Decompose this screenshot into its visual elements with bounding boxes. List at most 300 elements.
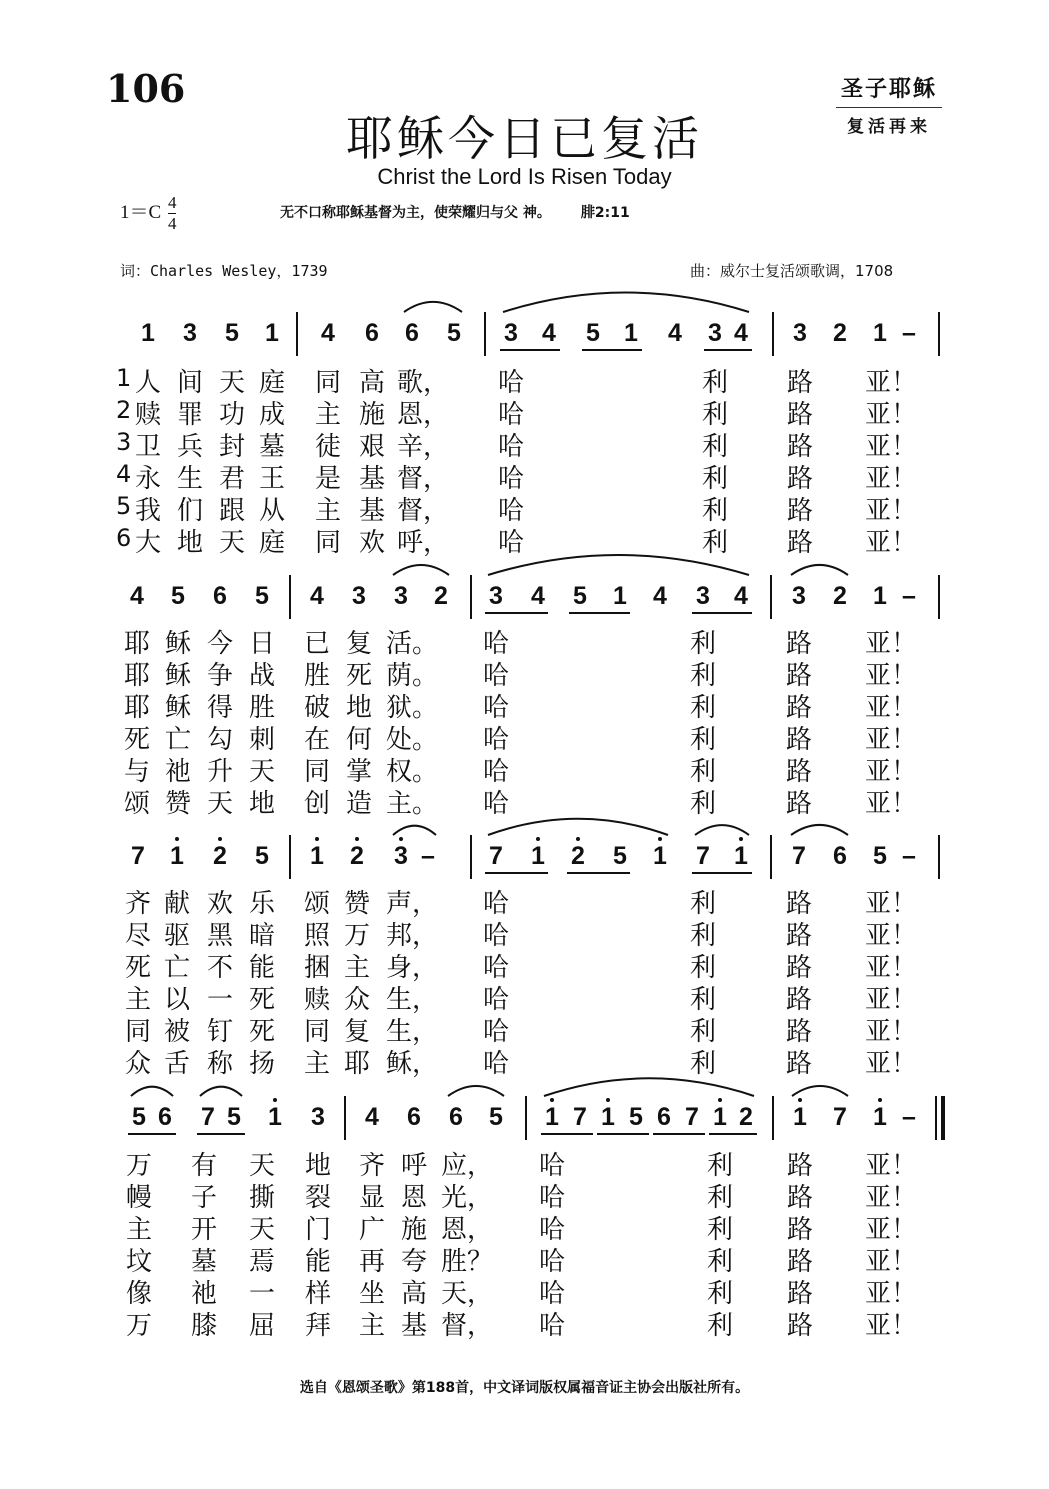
lyric-syllable: 天 bbox=[248, 757, 275, 787]
lyric-syllable: 胜？ bbox=[441, 1247, 494, 1277]
category-sub: 复活再来 bbox=[847, 117, 931, 137]
lyric-syllable: 君 bbox=[218, 464, 245, 494]
note: 1 bbox=[624, 319, 638, 347]
lyric-syllable: 高 bbox=[400, 1279, 427, 1309]
lyric-syllable: 基 bbox=[358, 464, 385, 494]
lyric-syllable: 破 bbox=[303, 693, 330, 723]
note: 5 bbox=[225, 319, 239, 347]
lyric-syllable: 哈 bbox=[482, 921, 509, 951]
lyric-syllable: 争 bbox=[206, 661, 233, 691]
lyric-syllable: 同 bbox=[303, 757, 330, 787]
lyric-syllable: 夸 bbox=[400, 1247, 427, 1277]
lyric-syllable: 亚！ bbox=[865, 1311, 918, 1341]
lyric-syllable: 哈 bbox=[497, 496, 524, 526]
lyric-syllable: 万 bbox=[125, 1151, 152, 1181]
lyric-syllable: 路 bbox=[785, 629, 812, 659]
note: 4 bbox=[734, 319, 748, 347]
note: 3 bbox=[792, 582, 806, 610]
lyric-syllable: 胜 bbox=[248, 693, 275, 723]
lyric-syllable: 哈 bbox=[538, 1215, 565, 1245]
lyric-syllable: 路 bbox=[785, 953, 812, 983]
lyric-syllable: 主 bbox=[125, 1215, 152, 1245]
barline bbox=[772, 1096, 774, 1140]
verse-number: 3 bbox=[116, 428, 132, 456]
lyric-syllable: 主 bbox=[303, 1049, 330, 1079]
slur bbox=[544, 1078, 754, 1096]
note: 5 bbox=[873, 842, 887, 870]
note: 1 bbox=[268, 1103, 282, 1131]
octave-dot-above bbox=[606, 1098, 610, 1102]
lyric-syllable: 利 bbox=[689, 921, 716, 951]
lyric-syllable: 路 bbox=[786, 400, 813, 430]
lyric-syllable: 哈 bbox=[482, 725, 509, 755]
lyric-syllable: 撕 bbox=[248, 1183, 275, 1213]
lyric-syllable: 亚！ bbox=[865, 496, 918, 526]
lyric-syllable: 路 bbox=[785, 789, 812, 819]
lyric-syllable: 亚！ bbox=[865, 1183, 918, 1213]
lyric-syllable: 利 bbox=[706, 1247, 733, 1277]
lyric-syllable: 基 bbox=[358, 496, 385, 526]
lyric-syllable: 哈 bbox=[482, 629, 509, 659]
lyric-syllable: 同 bbox=[124, 1017, 151, 1047]
note: 5 bbox=[629, 1103, 643, 1131]
lyric-syllable: 地 bbox=[345, 693, 372, 723]
lyric-syllable: 利 bbox=[701, 432, 728, 462]
note: 7 bbox=[792, 842, 806, 870]
lyric-syllable: 欢 bbox=[206, 889, 233, 919]
lyric-syllable: 生， bbox=[386, 985, 439, 1015]
lyric-syllable: 像 bbox=[125, 1279, 152, 1309]
lyric-syllable: 恩， bbox=[397, 400, 450, 430]
lyric-syllable: 亚！ bbox=[865, 693, 918, 723]
lyric-syllable: 路 bbox=[785, 661, 812, 691]
note: 2 bbox=[833, 582, 847, 610]
note-dash: – bbox=[902, 842, 916, 870]
lyric-syllable: 称 bbox=[206, 1049, 233, 1079]
lyric-syllable: 钉 bbox=[206, 1017, 233, 1047]
lyric-syllable: 高 bbox=[358, 368, 385, 398]
lyric-syllable: 尽 bbox=[124, 921, 151, 951]
note: 1 bbox=[653, 842, 667, 870]
lyric-syllable: 开 bbox=[190, 1215, 217, 1245]
lyric-syllable: 利 bbox=[689, 757, 716, 787]
lyric-syllable: 路 bbox=[786, 1183, 813, 1213]
lyric-syllable: 利 bbox=[689, 1049, 716, 1079]
note: 1 bbox=[793, 1103, 807, 1131]
lyric-syllable: 哈 bbox=[497, 432, 524, 462]
lyric-syllable: 黑 bbox=[206, 921, 233, 951]
note: 1 bbox=[265, 319, 279, 347]
lyric-syllable: 死 bbox=[248, 985, 275, 1015]
note: 2 bbox=[571, 842, 585, 870]
lyric-syllable: 王 bbox=[258, 464, 285, 494]
lyric-syllable: 路 bbox=[786, 432, 813, 462]
lyric-syllable: 艰 bbox=[358, 432, 385, 462]
lyric-syllable: 督， bbox=[441, 1311, 494, 1341]
lyric-syllable: 一 bbox=[206, 985, 233, 1015]
lyric-syllable: 活。 bbox=[386, 629, 439, 659]
lyric-syllable: 造 bbox=[345, 789, 372, 819]
lyric-syllable: 路 bbox=[786, 1247, 813, 1277]
octave-dot-above bbox=[550, 1098, 554, 1102]
lyric-syllable: 扬 bbox=[248, 1049, 275, 1079]
note: 5 bbox=[132, 1103, 146, 1131]
note: 2 bbox=[213, 842, 227, 870]
verse-number: 6 bbox=[116, 524, 132, 552]
lyric-syllable: 主 bbox=[314, 496, 341, 526]
lyric-syllable: 亚！ bbox=[865, 1279, 918, 1309]
note: 4 bbox=[531, 582, 545, 610]
lyric-syllable: 死 bbox=[124, 953, 151, 983]
note: 3 bbox=[708, 319, 722, 347]
lyric-syllable: 舌 bbox=[163, 1049, 190, 1079]
lyric-syllable: 地 bbox=[304, 1151, 331, 1181]
lyric-syllable: 颂 bbox=[123, 789, 150, 819]
octave-dot-above bbox=[798, 1098, 802, 1102]
note: 1 bbox=[531, 842, 545, 870]
lyric-syllable: 路 bbox=[786, 464, 813, 494]
lyric-syllable: 处。 bbox=[386, 725, 439, 755]
lyric-syllable: 地 bbox=[248, 789, 275, 819]
lyric-syllable: 亚！ bbox=[865, 1017, 918, 1047]
lyric-syllable: 路 bbox=[785, 889, 812, 919]
lyric-syllable: 齐 bbox=[358, 1151, 385, 1181]
lyric-syllable: 哈 bbox=[497, 368, 524, 398]
note: 5 bbox=[586, 319, 600, 347]
lyric-syllable: 同 bbox=[314, 528, 341, 558]
verse-number: 4 bbox=[116, 460, 132, 488]
lyric-syllable: 升 bbox=[206, 757, 233, 787]
final-barline bbox=[941, 1096, 945, 1140]
lyric-syllable: 路 bbox=[786, 1279, 813, 1309]
lyric-syllable: 亚！ bbox=[865, 1247, 918, 1277]
lyric-syllable: 哈 bbox=[482, 953, 509, 983]
lyric-syllable: 人 bbox=[134, 368, 161, 398]
lyric-syllable: 利 bbox=[701, 464, 728, 494]
note: 3 bbox=[504, 319, 518, 347]
lyric-syllable: 利 bbox=[701, 368, 728, 398]
note: 6 bbox=[213, 582, 227, 610]
lyric-syllable: 地 bbox=[176, 528, 203, 558]
beam-underline bbox=[709, 1133, 757, 1135]
lyric-syllable: 我 bbox=[134, 496, 161, 526]
lyric-syllable: 路 bbox=[785, 693, 812, 723]
lyric-syllable: 亚！ bbox=[865, 789, 918, 819]
lyric-syllable: 颂 bbox=[303, 889, 330, 919]
lyric-syllable: 在 bbox=[303, 725, 330, 755]
lyric-syllable: 庭 bbox=[258, 528, 285, 558]
lyric-syllable: 哈 bbox=[538, 1151, 565, 1181]
title-english: Christ the Lord Is Risen Today bbox=[377, 164, 672, 189]
note: 3 bbox=[489, 582, 503, 610]
lyric-syllable: 哈 bbox=[482, 1017, 509, 1047]
lyric-syllable: 耶 bbox=[343, 1049, 370, 1079]
note: 1 bbox=[310, 842, 324, 870]
lyric-syllable: 利 bbox=[689, 1017, 716, 1047]
lyric-syllable: 万 bbox=[343, 921, 370, 951]
note: 6 bbox=[407, 1103, 421, 1131]
category-main: 圣子耶稣 bbox=[836, 72, 942, 108]
lyric-syllable: 罪 bbox=[176, 400, 203, 430]
octave-dot-above bbox=[718, 1098, 722, 1102]
octave-dot-above bbox=[273, 1098, 277, 1102]
lyric-syllable: 复 bbox=[345, 629, 372, 659]
lyric-syllable: 督， bbox=[397, 496, 450, 526]
note: 1 bbox=[613, 582, 627, 610]
lyric-syllable: 路 bbox=[786, 528, 813, 558]
lyric-syllable: 哈 bbox=[482, 661, 509, 691]
note: 5 bbox=[171, 582, 185, 610]
note-dash: – bbox=[902, 319, 916, 347]
verse-number: 5 bbox=[116, 492, 132, 520]
lyric-syllable: 光， bbox=[441, 1183, 494, 1213]
copyright-notice: 选自《恩颂圣歌》第188首，中文译词版权属福音证主协会出版社所有。 bbox=[299, 1380, 750, 1396]
note: 4 bbox=[310, 582, 324, 610]
lyric-syllable: 狱。 bbox=[386, 693, 439, 723]
lyric-syllable: 死 bbox=[123, 725, 150, 755]
note: 1 bbox=[734, 842, 748, 870]
lyric-syllable: 以 bbox=[163, 985, 190, 1015]
note: 7 bbox=[489, 842, 503, 870]
lyric-syllable: 不 bbox=[206, 953, 233, 983]
lyric-syllable: 主 bbox=[124, 985, 151, 1015]
lyric-syllable: 焉 bbox=[248, 1247, 275, 1277]
lyric-syllable: 何 bbox=[345, 725, 372, 755]
lyric-syllable: 死 bbox=[248, 1017, 275, 1047]
lyric-syllable: 创 bbox=[303, 789, 330, 819]
note: 6 bbox=[657, 1103, 671, 1131]
slur bbox=[200, 1087, 242, 1096]
lyric-syllable: 暗 bbox=[248, 921, 275, 951]
final-barline bbox=[935, 1096, 937, 1140]
lyric-syllable: 哈 bbox=[482, 1049, 509, 1079]
lyric-syllable: 利 bbox=[701, 400, 728, 430]
note: 2 bbox=[350, 842, 364, 870]
note: 4 bbox=[653, 582, 667, 610]
lyric-syllable: 赎 bbox=[303, 985, 330, 1015]
octave-dot-above bbox=[878, 1098, 882, 1102]
lyric-syllable: 天 bbox=[218, 368, 245, 398]
lyric-syllable: 呼 bbox=[400, 1151, 427, 1181]
lyric-syllable: 勾 bbox=[206, 725, 233, 755]
note: 1 bbox=[873, 319, 887, 347]
lyricist-credit: 词：Charles Wesley，1739 bbox=[120, 262, 328, 280]
lyric-syllable: 哈 bbox=[482, 757, 509, 787]
lyric-syllable: 歌， bbox=[397, 368, 450, 398]
note: 2 bbox=[434, 582, 448, 610]
lyric-syllable: 亚！ bbox=[865, 1215, 918, 1245]
lyric-syllable: 哈 bbox=[482, 789, 509, 819]
verse-number: 1 bbox=[116, 364, 132, 392]
lyric-syllable: 哈 bbox=[538, 1279, 565, 1309]
lyric-syllable: 路 bbox=[786, 1151, 813, 1181]
lyric-syllable: 已 bbox=[303, 629, 330, 659]
lyric-syllable: 路 bbox=[785, 757, 812, 787]
lyric-syllable: 哈 bbox=[497, 400, 524, 430]
scripture-text: 无不口称耶稣基督为主，使荣耀归与父 神。 bbox=[280, 205, 551, 221]
lyric-syllable: 能 bbox=[304, 1247, 331, 1277]
lyric-syllable: 照 bbox=[303, 921, 330, 951]
lyric-syllable: 亚！ bbox=[865, 400, 918, 430]
time-signature-top: 4 bbox=[167, 193, 177, 212]
note-dash: – bbox=[421, 842, 435, 870]
lyric-syllable: 膝 bbox=[190, 1311, 217, 1341]
note: 6 bbox=[365, 319, 379, 347]
lyric-syllable: 欢 bbox=[358, 528, 385, 558]
note: 7 bbox=[685, 1103, 699, 1131]
lyric-syllable: 稣 bbox=[164, 629, 191, 659]
lyric-syllable: 生， bbox=[386, 1017, 439, 1047]
lyric-syllable: 屈 bbox=[248, 1311, 275, 1341]
note: 6 bbox=[449, 1103, 463, 1131]
lyric-syllable: 路 bbox=[786, 1215, 813, 1245]
lyric-syllable: 子 bbox=[190, 1183, 217, 1213]
note: 7 bbox=[573, 1103, 587, 1131]
note: 3 bbox=[394, 842, 408, 870]
lyric-syllable: 路 bbox=[786, 1311, 813, 1341]
note: 6 bbox=[833, 842, 847, 870]
lyric-syllable: 利 bbox=[689, 693, 716, 723]
lyric-syllable: 齐 bbox=[124, 889, 151, 919]
lyric-syllable: 亚！ bbox=[865, 985, 918, 1015]
lyric-syllable: 亚！ bbox=[865, 1049, 918, 1079]
note: 1 bbox=[873, 582, 887, 610]
lyric-syllable: 恩， bbox=[441, 1215, 494, 1245]
lyric-syllable: 大 bbox=[134, 528, 161, 558]
lyric-syllable: 路 bbox=[785, 921, 812, 951]
lyric-syllable: 众 bbox=[343, 985, 370, 1015]
lyric-syllable: 胜 bbox=[303, 661, 330, 691]
note: 1 bbox=[873, 1103, 887, 1131]
beam-underline bbox=[197, 1133, 245, 1135]
lyric-syllable: 跟 bbox=[218, 496, 245, 526]
lyric-syllable: 路 bbox=[785, 725, 812, 755]
lyric-syllable: 利 bbox=[689, 725, 716, 755]
lyric-syllable: 利 bbox=[706, 1279, 733, 1309]
lyric-syllable: 施 bbox=[400, 1215, 427, 1245]
lyric-syllable: 应， bbox=[441, 1151, 494, 1181]
lyric-syllable: 生 bbox=[176, 464, 203, 494]
lyric-syllable: 封 bbox=[218, 432, 245, 462]
lyric-syllable: 荫。 bbox=[386, 661, 439, 691]
lyric-syllable: 利 bbox=[689, 889, 716, 919]
composer-credit: 曲：威尔士复活颂歌调，1708 bbox=[690, 262, 894, 280]
lyric-syllable: 今 bbox=[206, 629, 233, 659]
lyric-syllable: 亚！ bbox=[865, 368, 918, 398]
lyric-syllable: 同 bbox=[314, 368, 341, 398]
lyric-syllable: 亚！ bbox=[865, 432, 918, 462]
lyric-syllable: 坟 bbox=[125, 1247, 152, 1277]
note: 1 bbox=[601, 1103, 615, 1131]
lyric-syllable: 赞 bbox=[343, 889, 370, 919]
lyric-syllable: 万 bbox=[125, 1311, 152, 1341]
lyric-syllable: 一 bbox=[248, 1279, 275, 1309]
note: 4 bbox=[542, 319, 556, 347]
lyric-syllable: 天 bbox=[206, 789, 233, 819]
slur bbox=[448, 1086, 504, 1096]
lyric-syllable: 得 bbox=[206, 693, 233, 723]
lyric-syllable: 亚！ bbox=[865, 1151, 918, 1181]
lyric-syllable: 亚！ bbox=[865, 757, 918, 787]
note: 2 bbox=[833, 319, 847, 347]
lyric-syllable: 们 bbox=[176, 496, 203, 526]
lyric-syllable: 成 bbox=[258, 400, 285, 430]
barline bbox=[525, 1096, 527, 1140]
lyric-syllable: 利 bbox=[701, 528, 728, 558]
lyric-syllable: 哈 bbox=[538, 1247, 565, 1277]
lyric-syllable: 天 bbox=[218, 528, 245, 558]
note: 4 bbox=[365, 1103, 379, 1131]
lyric-syllable: 天 bbox=[248, 1215, 275, 1245]
lyric-syllable: 广 bbox=[358, 1215, 385, 1245]
note: 4 bbox=[130, 582, 144, 610]
lyric-syllable: 被 bbox=[163, 1017, 190, 1047]
lyric-syllable: 身， bbox=[386, 953, 439, 983]
lyric-syllable: 利 bbox=[689, 953, 716, 983]
lyric-syllable: 主 bbox=[343, 953, 370, 983]
beam-underline bbox=[541, 1133, 593, 1135]
note: 7 bbox=[201, 1103, 215, 1131]
note: 5 bbox=[447, 319, 461, 347]
note: 1 bbox=[141, 319, 155, 347]
lyric-syllable: 辛， bbox=[397, 432, 450, 462]
lyric-syllable: 主 bbox=[358, 1311, 385, 1341]
lyric-syllable: 邦， bbox=[386, 921, 439, 951]
lyric-syllable: 功 bbox=[218, 400, 245, 430]
note: 5 bbox=[227, 1103, 241, 1131]
lyric-syllable: 祂 bbox=[164, 757, 191, 787]
lyric-syllable: 利 bbox=[689, 789, 716, 819]
lyric-syllable: 亚！ bbox=[865, 661, 918, 691]
lyric-syllable: 坐 bbox=[358, 1279, 385, 1309]
lyric-syllable: 再 bbox=[358, 1247, 385, 1277]
lyric-syllable: 恩 bbox=[400, 1183, 427, 1213]
lyric-syllable: 哈 bbox=[482, 693, 509, 723]
lyric-syllable: 永 bbox=[134, 464, 161, 494]
beam-underline bbox=[128, 1133, 176, 1135]
barline bbox=[344, 1096, 346, 1140]
lyric-syllable: 利 bbox=[689, 661, 716, 691]
note: 3 bbox=[183, 319, 197, 347]
lyric-syllable: 主。 bbox=[386, 789, 439, 819]
lyric-syllable: 天 bbox=[248, 1151, 275, 1181]
lyric-syllable: 从 bbox=[258, 496, 285, 526]
scripture-reference: 腓2:11 bbox=[580, 205, 630, 221]
note: 4 bbox=[668, 319, 682, 347]
lyric-syllable: 亡 bbox=[164, 725, 191, 755]
lyric-syllable: 稣， bbox=[386, 1049, 439, 1079]
note: 7 bbox=[696, 842, 710, 870]
lyric-syllable: 拜 bbox=[304, 1311, 331, 1341]
lyric-syllable: 路 bbox=[786, 496, 813, 526]
note: 3 bbox=[311, 1103, 325, 1131]
lyric-syllable: 利 bbox=[689, 985, 716, 1015]
lyric-syllable: 有 bbox=[190, 1151, 217, 1181]
lyric-syllable: 督， bbox=[397, 464, 450, 494]
lyric-syllable: 哈 bbox=[538, 1183, 565, 1213]
lyric-syllable: 利 bbox=[706, 1151, 733, 1181]
lyric-syllable: 祂 bbox=[190, 1279, 217, 1309]
note: 2 bbox=[739, 1103, 753, 1131]
note: 6 bbox=[158, 1103, 172, 1131]
key-label: 1＝C bbox=[120, 201, 162, 223]
lyric-syllable: 亚！ bbox=[865, 921, 918, 951]
lyric-syllable: 利 bbox=[706, 1183, 733, 1213]
lyric-syllable: 赎 bbox=[134, 400, 161, 430]
lyric-syllable: 死 bbox=[345, 661, 372, 691]
lyric-syllable: 众 bbox=[124, 1049, 151, 1079]
lyric-syllable: 基 bbox=[400, 1311, 427, 1341]
